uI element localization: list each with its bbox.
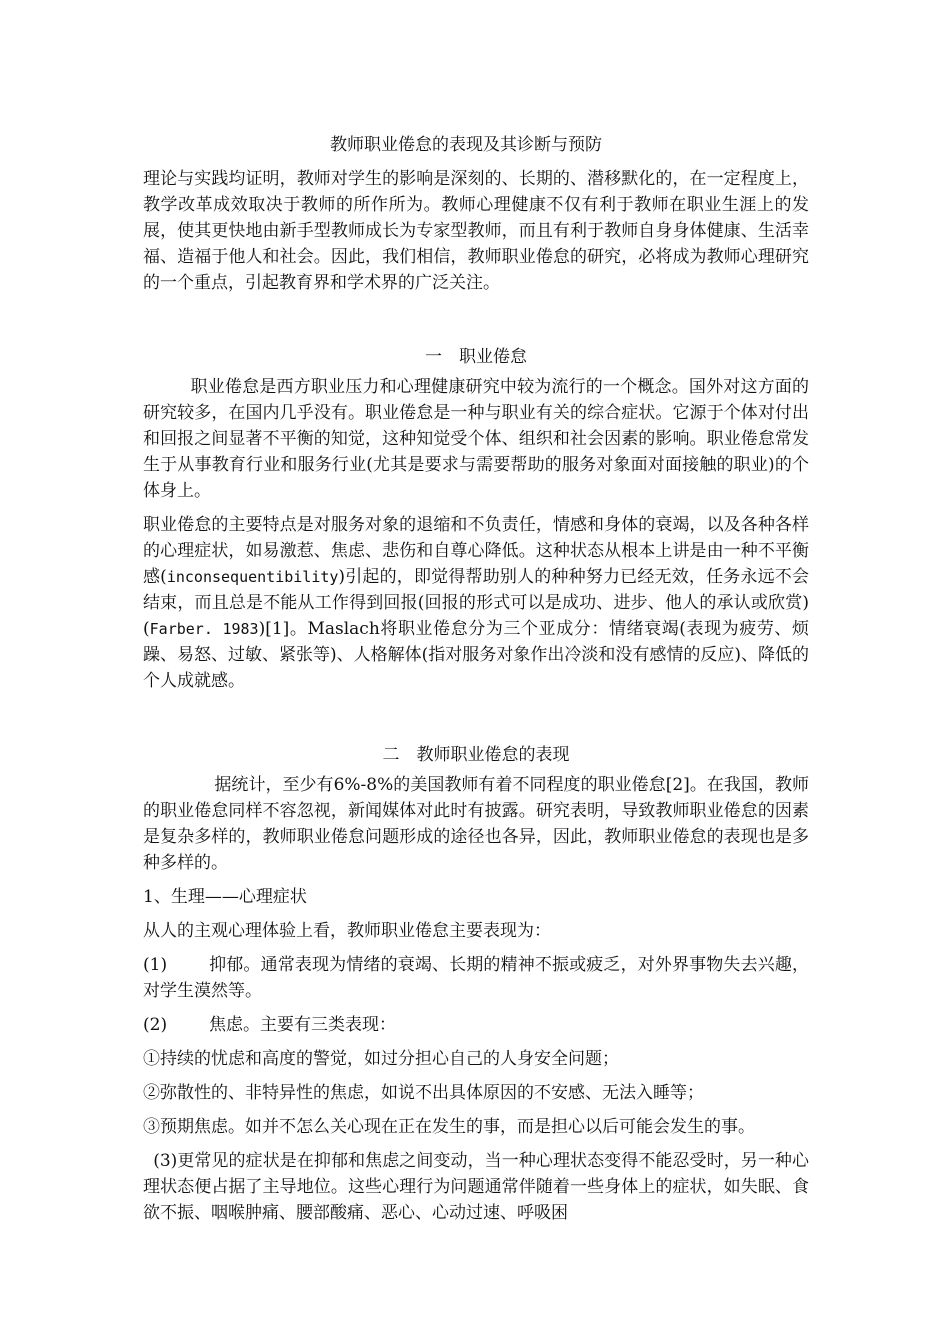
spacer xyxy=(143,694,809,742)
document-page xyxy=(143,132,809,1226)
section1-paragraph1: 职业倦怠是西方职业压力和心理健康研究中较为流行的一个概念。国外对这方面的研究较多，在国内几乎没有。职业倦怠是一种与职业有关的综合症状。它源于个体对付出和回报之间显著不平衡的知觉，这种知觉受个体、组织和社会因素的影响。职业倦怠常发生于从事教育行业和服务行业(尤其是要求与需要帮助的服务对象面对面接触的职业)的个体身上。 xyxy=(143,377,809,501)
citation-farber: Farber. 1983 xyxy=(149,620,259,638)
document-title: 教师职业倦怠的表现及其诊断与预防 xyxy=(330,135,602,155)
list-item-3: (3)更常见的症状是在抑郁和焦虑之间变动，当一种心理状态变得不能忍受时，另一种心理状态便占据了主导地位。这些心理行为问题通常伴随着一些身体上的症状，如失眠、食欲不振、咽喉肿痛、腰部酸痛、恶心、心动过速、呼吸困 xyxy=(143,1151,809,1223)
bullet-item-2: ②弥散性的、非特异性的焦虑，如说不出具体原因的不安感、无法入睡等； xyxy=(143,1083,704,1103)
term-inconsequentibility: inconsequentibility xyxy=(166,568,339,586)
spacer xyxy=(143,296,809,344)
bullet-item-1: ①持续的忧虑和高度的警觉，如过分担心自己的人身安全问题； xyxy=(143,1049,619,1069)
lead-sentence: 从人的主观心理体验上看，教师职业倦怠主要表现为： xyxy=(143,921,551,941)
list-item-2: (2) 焦虑。主要有三类表现： xyxy=(143,1015,396,1035)
section1-paragraph2: 职业倦怠的主要特点是对服务对象的退缩和不负责任，情感和身体的衰竭，以及各种各样的心理症状，如易激惹、焦虑、悲伤和自尊心降低。这种状态从根本上讲是由一种不平衡感(inconsequentibility)引起的，即觉得帮助别人的种种努力已经无效，任务永远不会结束，而且总是不能从工作得到回报(回报的形式可以是成功、进步、他人的承认或欣赏)(Farber. 1983)[1]。Maslach将职业倦怠分为三个亚成分：情绪衰竭(表现为疲劳、烦躁、易怒、过敏、紧张等)、人格解体(指对服务对象作出冷淡和没有感情的反应)、降低的个人成就感。 xyxy=(143,515,809,691)
section2-paragraph1: 据统计，至少有6%-8%的美国教师有着不同程度的职业倦怠[2]。在我国，教师的职业倦怠同样不容忽视，新闻媒体对此时有披露。研究表明，导致教师职业倦怠的因素是复杂多样的，教师职业倦怠问题形成的途径也各异，因此，教师职业倦怠的表现也是多种多样的。 xyxy=(143,775,809,873)
subsection-heading: 1、生理——心理症状 xyxy=(143,887,307,907)
bullet-item-3: ③预期焦虑。如并不怎么关心现在正在发生的事，而是担心以后可能会发生的事。 xyxy=(143,1117,755,1137)
section2-heading: 二 教师职业倦怠的表现 xyxy=(382,745,570,765)
section1-heading: 一 职业倦怠 xyxy=(425,347,527,367)
list-item-1: (1) 抑郁。通常表现为情绪的衰竭、长期的精神不振或疲乏，对外界事物失去兴趣，对学生漠然等。 xyxy=(143,955,809,1001)
intro-paragraph: 理论与实践均证明，教师对学生的影响是深刻的、长期的、潜移默化的，在一定程度上，教学改革成效取决于教师的所作所为。教师心理健康不仅有利于教师在职业生涯上的发展，使其更快地由新手型教师成长为专家型教师，而且有利于教师自身身体健康、生活幸福、造福于他人和社会。因此，我们相信，教师职业倦怠的研究，必将成为教师心理研究的一个重点，引起教育界和学术界的广泛关注。 xyxy=(143,169,809,293)
